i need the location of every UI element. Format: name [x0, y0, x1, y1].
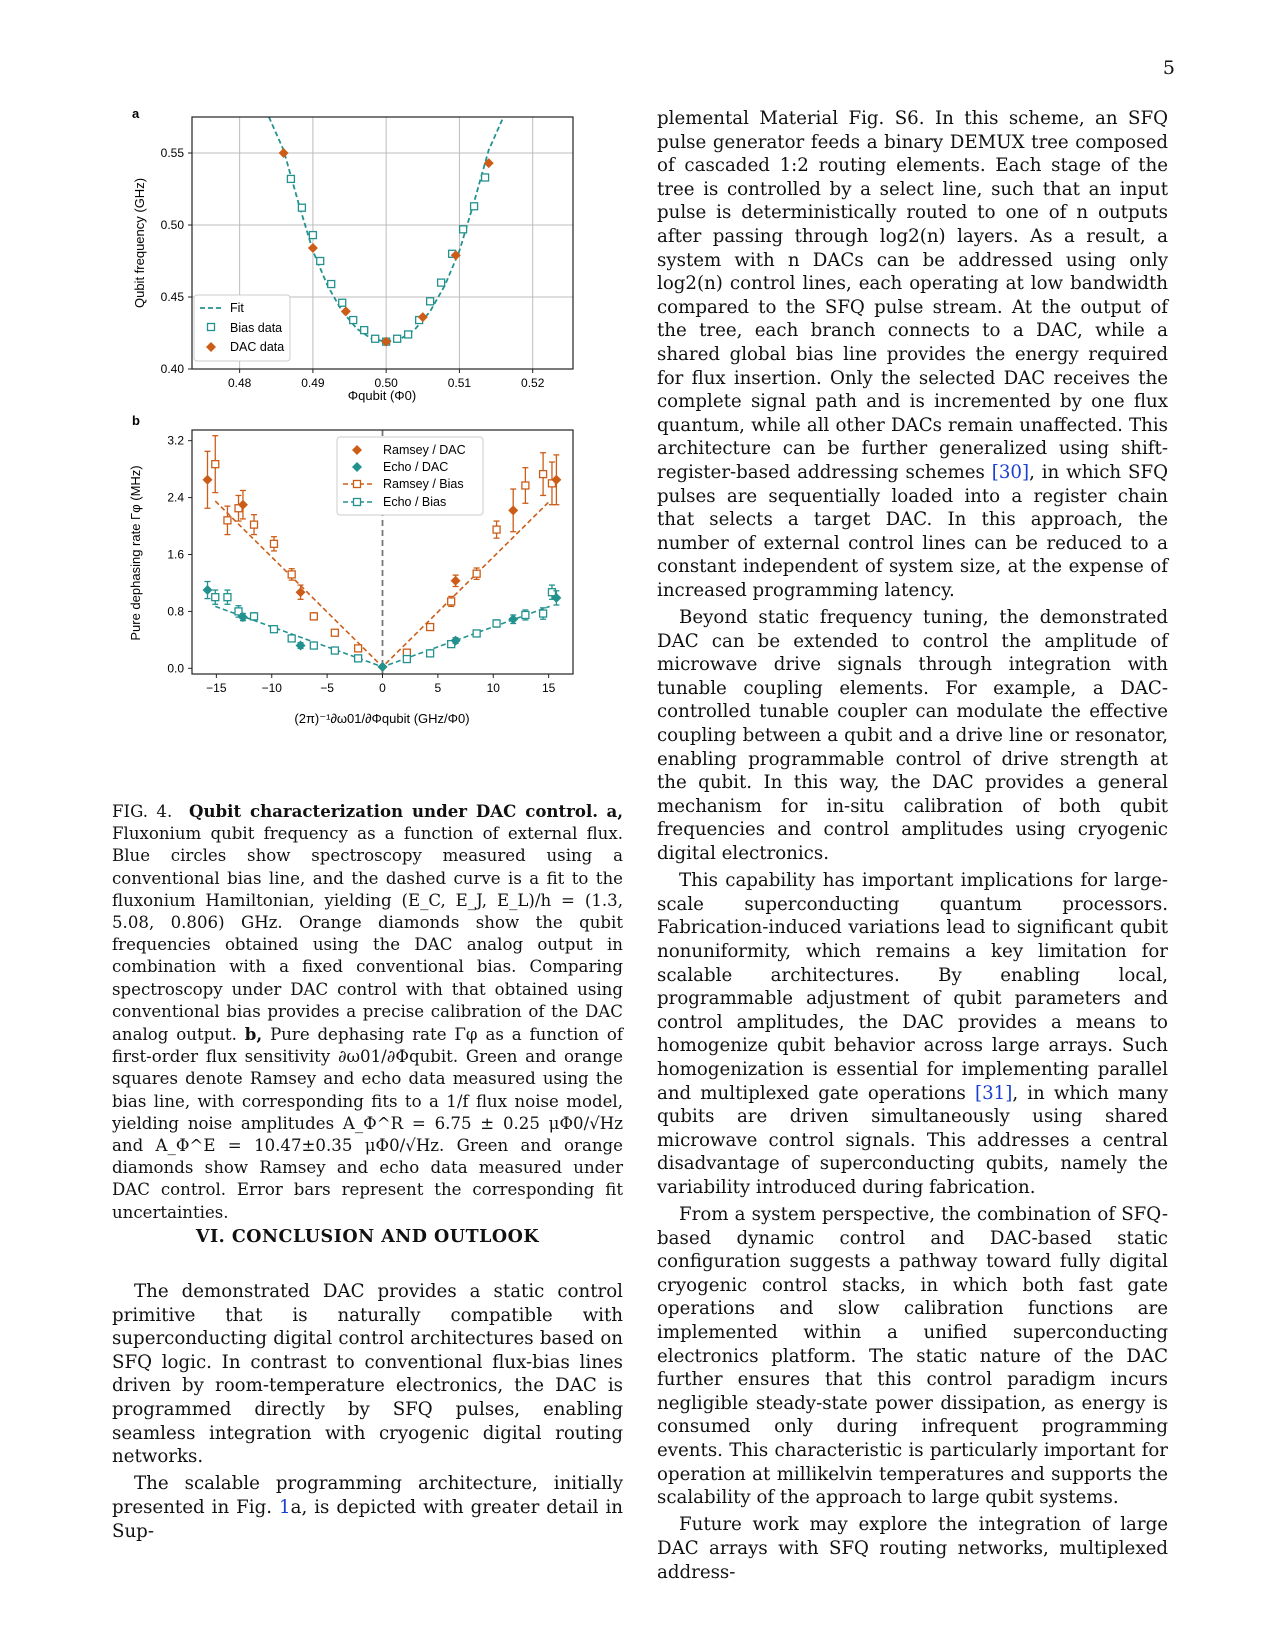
bias-square-point — [473, 570, 480, 577]
dac-diamond-point — [451, 576, 461, 586]
bias-square-point — [331, 629, 338, 636]
x-tick-label: 5 — [434, 681, 442, 695]
left-p2-before: The scalable programming architecture, initially presented in Fig. — [112, 1473, 623, 1518]
figure-4-plots — [100, 100, 620, 740]
x-tick-label: 10 — [486, 681, 500, 695]
caption-b-label: b, — [244, 1024, 263, 1045]
figure-4 — [100, 100, 620, 740]
x-tick-label: 0.48 — [227, 376, 252, 390]
page-number: 5 — [1162, 57, 1175, 79]
legend-bias-label: Bias data — [230, 321, 283, 335]
legend-ramsey-bias-swatch — [354, 481, 361, 488]
bias-data-point — [339, 299, 346, 306]
bias-square-point — [355, 645, 362, 652]
dac-data-point — [341, 306, 351, 316]
bias-data-point — [317, 258, 324, 265]
x-tick-label: 0 — [379, 681, 386, 695]
bias-data-point — [460, 226, 467, 233]
panel-a-label: a — [132, 106, 140, 121]
caption-lead: FIG. 4. — [112, 802, 173, 821]
bias-square-point — [522, 611, 529, 618]
dac-diamond-point — [508, 614, 518, 624]
bias-data-point — [361, 327, 368, 334]
right-p1-part1: plemental Material Fig. S6. In this scheme, an SFQ pulse generator feeds a binary DEMUX tree composed of cascaded 1:2 routing elements. Each stage of the tree is controlled by a select line, such that an input pulse is deterministically routed to one of n outputs after passing through log2(n) layers. As a result, a system with n DACs can be addressed using only log2(n) control lines, each operating at low bandwidth compared to the SFQ pulse stream. At the output of the tree, each branch connects to a DAC, while a shared global bias line provides the energy required for flux insertion. Only the selected DAC receives the complete signal path and is incremented by one flux quantum, while all other DACs remain unaffected. This architecture can be further generalized using shift-register-based addressing schemes — [657, 108, 1168, 483]
x-tick-label: −5 — [320, 681, 334, 695]
bias-data-point — [287, 175, 294, 182]
panel-b-legend — [337, 437, 483, 515]
panel-a-legend — [194, 295, 290, 361]
bias-data-point — [394, 335, 401, 342]
dac-data-point — [308, 243, 318, 253]
legend-echo-bias-label: Echo / Bias — [383, 495, 447, 509]
bias-square-point — [540, 610, 547, 617]
y-tick-label: 0.55 — [160, 146, 184, 160]
dac-data-point — [279, 148, 289, 158]
bias-square-point — [251, 613, 258, 620]
bias-square-point — [331, 647, 338, 654]
legend-echo-dac-label: Echo / DAC — [383, 460, 449, 474]
caption-b-text: Pure dephasing rate Γφ as a function of first-order flux sensitivity ∂ω01/∂Φqubit. Green and orange squares denote Ramsey and echo data measured using the bias line, with corresponding fits to a 1/f flux noise model, yielding noise amplitudes A_Φ^R = 6.75 ± 0.25 μΦ0/√Hz and A_Φ^E = 10.47±0.35 μΦ0/√Hz. Green and orange diamonds show Ramsey and echo data measured under DAC control. Error bars represent the corresponding fit uncertainties. — [112, 1025, 623, 1222]
bias-square-point — [310, 613, 317, 620]
x-tick-label: 15 — [541, 681, 556, 695]
caption-title: Qubit characterization under DAC control. — [189, 801, 599, 821]
bias-data-point — [298, 204, 305, 211]
right-paragraph-3 — [657, 869, 1168, 1199]
bias-square-point — [493, 620, 500, 627]
right-paragraph-2: Beyond static frequency tuning, the demonstrated DAC can be extended to control the amplitude of microwave drive signals through integration with tunable coupling elements. For example, a DAC-controlled tunable coupler can modulate the effective coupling between a qubit and a drive line or resonator, enabling programmable control of drive strength at the qubit. In this way, the DAC provides a general mechanism for in-situ calibration of both qubit frequencies and control amplitudes using cryogenic digital electronics. — [657, 607, 1168, 864]
x-tick-label: −10 — [261, 681, 282, 695]
x-tick-label: 0.52 — [521, 376, 545, 390]
y-tick-label: 1.6 — [167, 547, 184, 562]
bias-square-point — [473, 630, 480, 637]
legend-dac-label: DAC data — [230, 340, 285, 354]
bias-data-point — [309, 232, 316, 239]
bias-data-point — [427, 298, 434, 305]
bias-square-point — [224, 517, 231, 524]
section-heading: VI. CONCLUSION AND OUTLOOK — [195, 1227, 540, 1247]
bias-square-point — [310, 642, 317, 649]
figure-caption — [112, 800, 623, 1224]
bias-data-point — [482, 174, 489, 181]
right-p3-part1: This capability has important implications for large-scale superconducting quantum processors. Fabrication-induced variations lead to significant qubit nonuniformity, which remains a key limitation for scalable architectures. By enabling local, programmable adjustment of qubit parameters and control amplitudes, the DAC provides a means to homogenize qubit behavior across large arrays. Such homogenization is essential for implementing parallel and multiplexed gate operations — [657, 870, 1168, 1104]
panel-a-ylabel: Qubit frequency (GHz) — [132, 177, 147, 309]
bias-data-point — [328, 281, 335, 288]
y-tick-label: 0.40 — [160, 362, 184, 376]
panel-a-xlabel: Φqubit (Φ0) — [347, 388, 417, 403]
x-tick-label: 0.49 — [301, 376, 325, 390]
dac-diamond-point — [203, 585, 213, 595]
legend-ramsey-dac-label: Ramsey / DAC — [383, 443, 466, 457]
right-p3-part2: , in which many qubits are driven simultaneously using shared microwave control signals. This addresses a central disadvantage of superconducting qubits, namely the variability introduced during fabrication. — [657, 1082, 1169, 1198]
right-p1-part2: , in which SFQ pulses are sequentially loaded into a register chain that selects a target DAC. In this approach, the number of external control lines can be reduced to a constant independent of system size, at the expense of increased programming latency. — [657, 461, 1168, 601]
y-tick-label: 3.2 — [167, 433, 184, 448]
bias-square-point — [548, 589, 555, 596]
bias-square-point — [522, 482, 529, 489]
x-tick-label: 0.50 — [374, 376, 398, 390]
bias-square-point — [212, 461, 219, 468]
left-column — [112, 1280, 623, 1543]
legend-ramsey-bias-label: Ramsey / Bias — [383, 477, 464, 491]
right-paragraph-1 — [657, 107, 1168, 602]
dac-diamond-point — [508, 505, 518, 515]
bias-square-point — [270, 540, 277, 547]
bias-square-point — [224, 594, 231, 601]
bias-square-point — [251, 521, 258, 528]
y-tick-label: 0.8 — [167, 604, 184, 619]
y-tick-label: 0.50 — [160, 218, 184, 232]
bias-data-point — [405, 331, 412, 338]
bias-square-point — [270, 626, 277, 633]
bias-data-point — [438, 279, 445, 286]
caption-a-text: Fluxonium qubit frequency as a function of external flux. Blue circles show spectroscopy measured using a conventional bias line, and the dashed curve is a fit to the fluxonium Hamiltonian, yielding (E_C, E_J, E_L)/h = (1.3, 5.08, 0.806) GHz. Orange diamonds show the qubit frequencies obtained using the DAC analog output in combination with a fixed conventional bias. Comparing spectroscopy under DAC control with that obtained using conventional bias provides a precise calibration of the DAC analog output. — [112, 824, 623, 1045]
right-column — [657, 107, 1168, 1584]
panel-b-ylabel: Pure dephasing rate Γφ (MHz) — [128, 465, 143, 641]
right-paragraph-5: Future work may explore the integration of large DAC arrays with SFQ routing networks, multiplexed address- — [657, 1514, 1168, 1583]
bias-square-point — [288, 571, 295, 578]
bias-square-point — [493, 526, 500, 533]
x-tick-label: 0.51 — [447, 376, 472, 390]
panel-b-xlabel: (2π)⁻¹∂ω01/∂Φqubit (GHz/Φ0) — [294, 711, 470, 726]
dac-diamond-point — [296, 641, 306, 651]
ref-30-link[interactable]: [30] — [991, 461, 1030, 483]
bias-square-point — [427, 650, 434, 657]
bias-square-point — [448, 598, 455, 605]
legend-echo-bias-swatch — [354, 499, 361, 506]
caption-a-label: a, — [606, 801, 623, 821]
left-paragraph-2 — [112, 1472, 623, 1543]
y-tick-label: 2.4 — [167, 490, 184, 505]
y-tick-label: 0.45 — [160, 290, 184, 304]
bias-data-point — [350, 317, 357, 324]
bias-square-point — [212, 594, 219, 601]
bias-square-point — [288, 635, 295, 642]
x-tick-label: −15 — [206, 681, 227, 695]
bias-data-point — [372, 335, 379, 342]
ref-31-link[interactable]: [31] — [974, 1082, 1013, 1104]
bias-square-point — [540, 471, 547, 478]
left-paragraph-1: The demonstrated DAC provides a static control primitive that is naturally compatible with superconducting digital control architectures based on SFQ logic. In contrast to conventional flux-bias lines driven by room-temperature electronics, the DAC is programmed directly by SFQ pulses, enabling seamless integration with cryogenic digital routing networks. — [112, 1281, 623, 1468]
bias-square-point — [403, 656, 410, 663]
right-paragraph-4: From a system perspective, the combination of SFQ-based dynamic control and DAC-based static configuration suggests a pathway toward fully digital cryogenic control stacks, in which both fast gate operations and slow calibration functions are implemented within a unified superconducting electronics platform. The static nature of the DAC further ensures that this control paradigm incurs negligible steady-state power dissipation, as energy is consumed only during infrequent programming events. This characteristic is particularly important for operation at millikelvin temperatures and supports the scalability of the approach to large qubit systems. — [657, 1204, 1168, 1509]
fig-1-link[interactable]: 1 — [279, 1496, 291, 1518]
bias-data-point — [471, 203, 478, 210]
left-p2-after: a, is depicted with greater detail in Sup- — [112, 1496, 623, 1542]
dac-diamond-point — [203, 475, 213, 485]
legend-bias-swatch — [208, 324, 215, 331]
panel-b-label: b — [132, 413, 140, 428]
bias-square-point — [355, 655, 362, 662]
bias-square-point — [427, 624, 434, 631]
y-tick-label: 0.0 — [167, 661, 184, 676]
legend-fit-label: Fit — [230, 301, 244, 315]
